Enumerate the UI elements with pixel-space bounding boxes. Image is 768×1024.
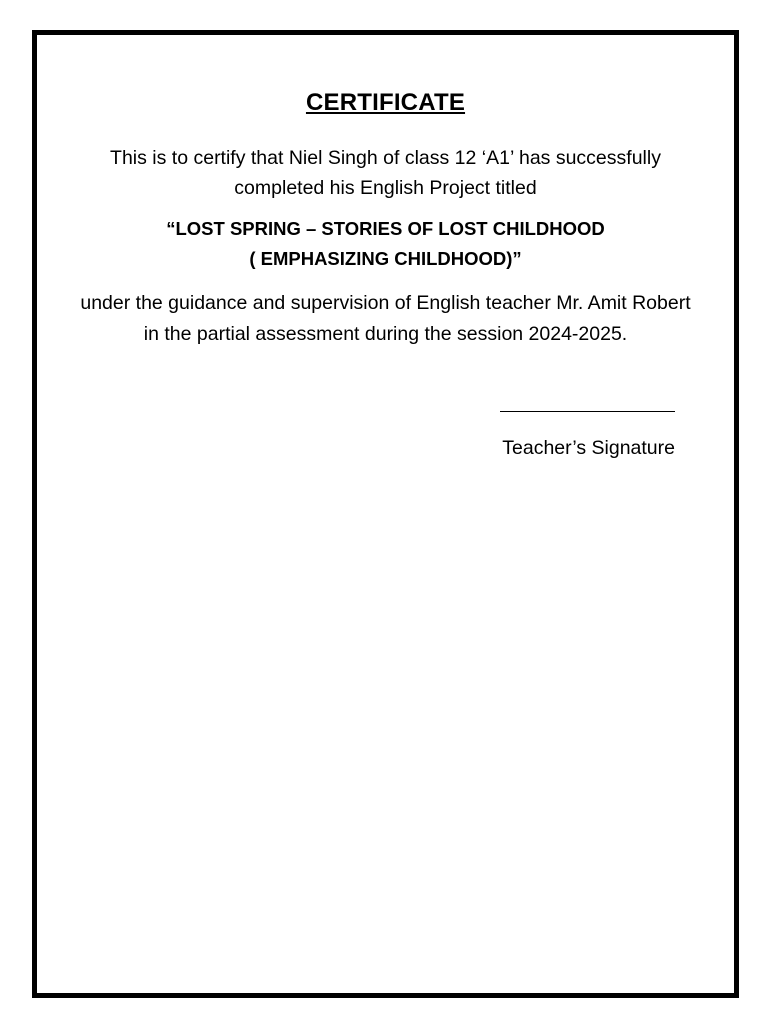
guidance-text: under the guidance and supervision of English teacher Mr. Amit Robert in the partial assessment during the session 2024-2025. [80, 292, 691, 345]
signature-line [500, 411, 675, 412]
certificate-title: CERTIFICATE [305, 89, 466, 116]
teacher-signature-label: Teacher’s Signature [502, 437, 675, 459]
certificate-intro-text: This is to certify that Niel Singh of class 12 ‘A1’ has successfully completed his English Project titled [110, 147, 661, 199]
project-title-line-1: “LOST SPRING – STORIES OF LOST CHILDHOOD [166, 218, 605, 239]
project-title-line-2: ( EMPHASIZING CHILDHOOD)” [249, 248, 522, 269]
project-title [97, 214, 674, 274]
